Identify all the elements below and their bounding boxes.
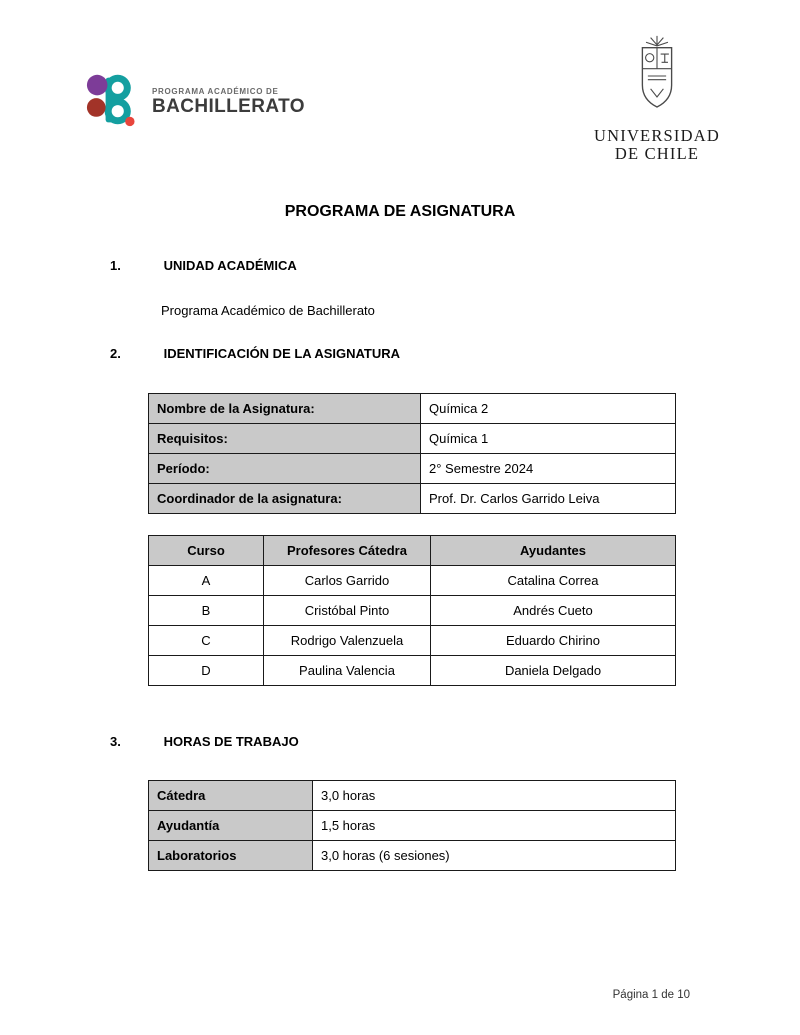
table-cell: Carlos Garrido	[264, 566, 431, 596]
course-staff-table	[148, 535, 676, 686]
section-title: UNIDAD ACADÉMICA	[163, 258, 297, 273]
section-number: 2.	[110, 346, 121, 361]
section-number: 1.	[110, 258, 121, 273]
section-1-body: Programa Académico de Bachillerato	[161, 303, 375, 318]
table-cell-label: Ayudantía	[149, 811, 313, 841]
section-2-heading	[110, 346, 400, 361]
table-row	[149, 394, 676, 424]
table-cell-value: Química 1	[421, 424, 676, 454]
table-row	[149, 811, 676, 841]
table-cell: B	[149, 596, 264, 626]
section-1-heading	[110, 258, 297, 273]
table-cell-label: Nombre de la Asignatura:	[149, 394, 421, 424]
table-cell-value: 1,5 horas	[313, 811, 676, 841]
bachillerato-brand	[86, 72, 305, 133]
brand-small-label: PROGRAMA ACADÉMICO DE	[152, 86, 279, 96]
section-3-heading	[110, 734, 299, 749]
section-title: HORAS DE TRABAJO	[163, 734, 299, 749]
table-cell-label: Coordinador de la asignatura:	[149, 484, 421, 514]
table-cell: Catalina Correa	[431, 566, 676, 596]
university-name	[582, 127, 732, 164]
section-number: 3.	[110, 734, 121, 749]
table-cell-label: Período:	[149, 454, 421, 484]
table-cell-value: 2° Semestre 2024	[421, 454, 676, 484]
table-row	[149, 566, 676, 596]
university-name-line2: DE CHILE	[614, 144, 700, 164]
table-cell-label: Cátedra	[149, 781, 313, 811]
table-cell-value: Prof. Dr. Carlos Garrido Leiva	[421, 484, 676, 514]
table-cell-label: Laboratorios	[149, 841, 313, 871]
table-row	[149, 484, 676, 514]
table-cell-value: Química 2	[421, 394, 676, 424]
table-cell: Andrés Cueto	[431, 596, 676, 626]
table-cell: A	[149, 566, 264, 596]
column-header: Curso	[149, 536, 264, 566]
section-title: IDENTIFICACIÓN DE LA ASIGNATURA	[163, 346, 401, 361]
table-cell-value: 3,0 horas	[313, 781, 676, 811]
university-name-line1: UNIVERSIDAD	[594, 126, 720, 145]
column-header: Profesores Cátedra	[264, 536, 431, 566]
column-header: Ayudantes	[431, 536, 676, 566]
table-row	[149, 454, 676, 484]
table-cell-label: Requisitos:	[149, 424, 421, 454]
uchile-crest-icon	[620, 105, 694, 122]
table-row	[149, 596, 676, 626]
page-title: PROGRAMA DE ASIGNATURA	[284, 203, 516, 220]
table-cell: D	[149, 656, 264, 686]
table-cell-value: 3,0 horas (6 sesiones)	[313, 841, 676, 871]
table-cell: C	[149, 626, 264, 656]
table-row	[149, 424, 676, 454]
table-cell: Cristóbal Pinto	[264, 596, 431, 626]
table-cell: Eduardo Chirino	[431, 626, 676, 656]
table-cell: Daniela Delgado	[431, 656, 676, 686]
university-block	[582, 34, 732, 164]
table-row	[149, 841, 676, 871]
table-header-row	[149, 536, 676, 566]
identification-table	[148, 393, 676, 514]
bachillerato-logo-icon	[86, 72, 142, 133]
table-cell: Rodrigo Valenzuela	[264, 626, 431, 656]
brand-big-label: BACHILLERATO	[152, 96, 305, 118]
table-row	[149, 656, 676, 686]
table-cell: Paulina Valencia	[264, 656, 431, 686]
table-row	[149, 626, 676, 656]
brand-text	[152, 87, 305, 118]
table-row	[149, 781, 676, 811]
hours-table	[148, 780, 676, 871]
page-number: Página 1 de 10	[612, 989, 690, 1001]
